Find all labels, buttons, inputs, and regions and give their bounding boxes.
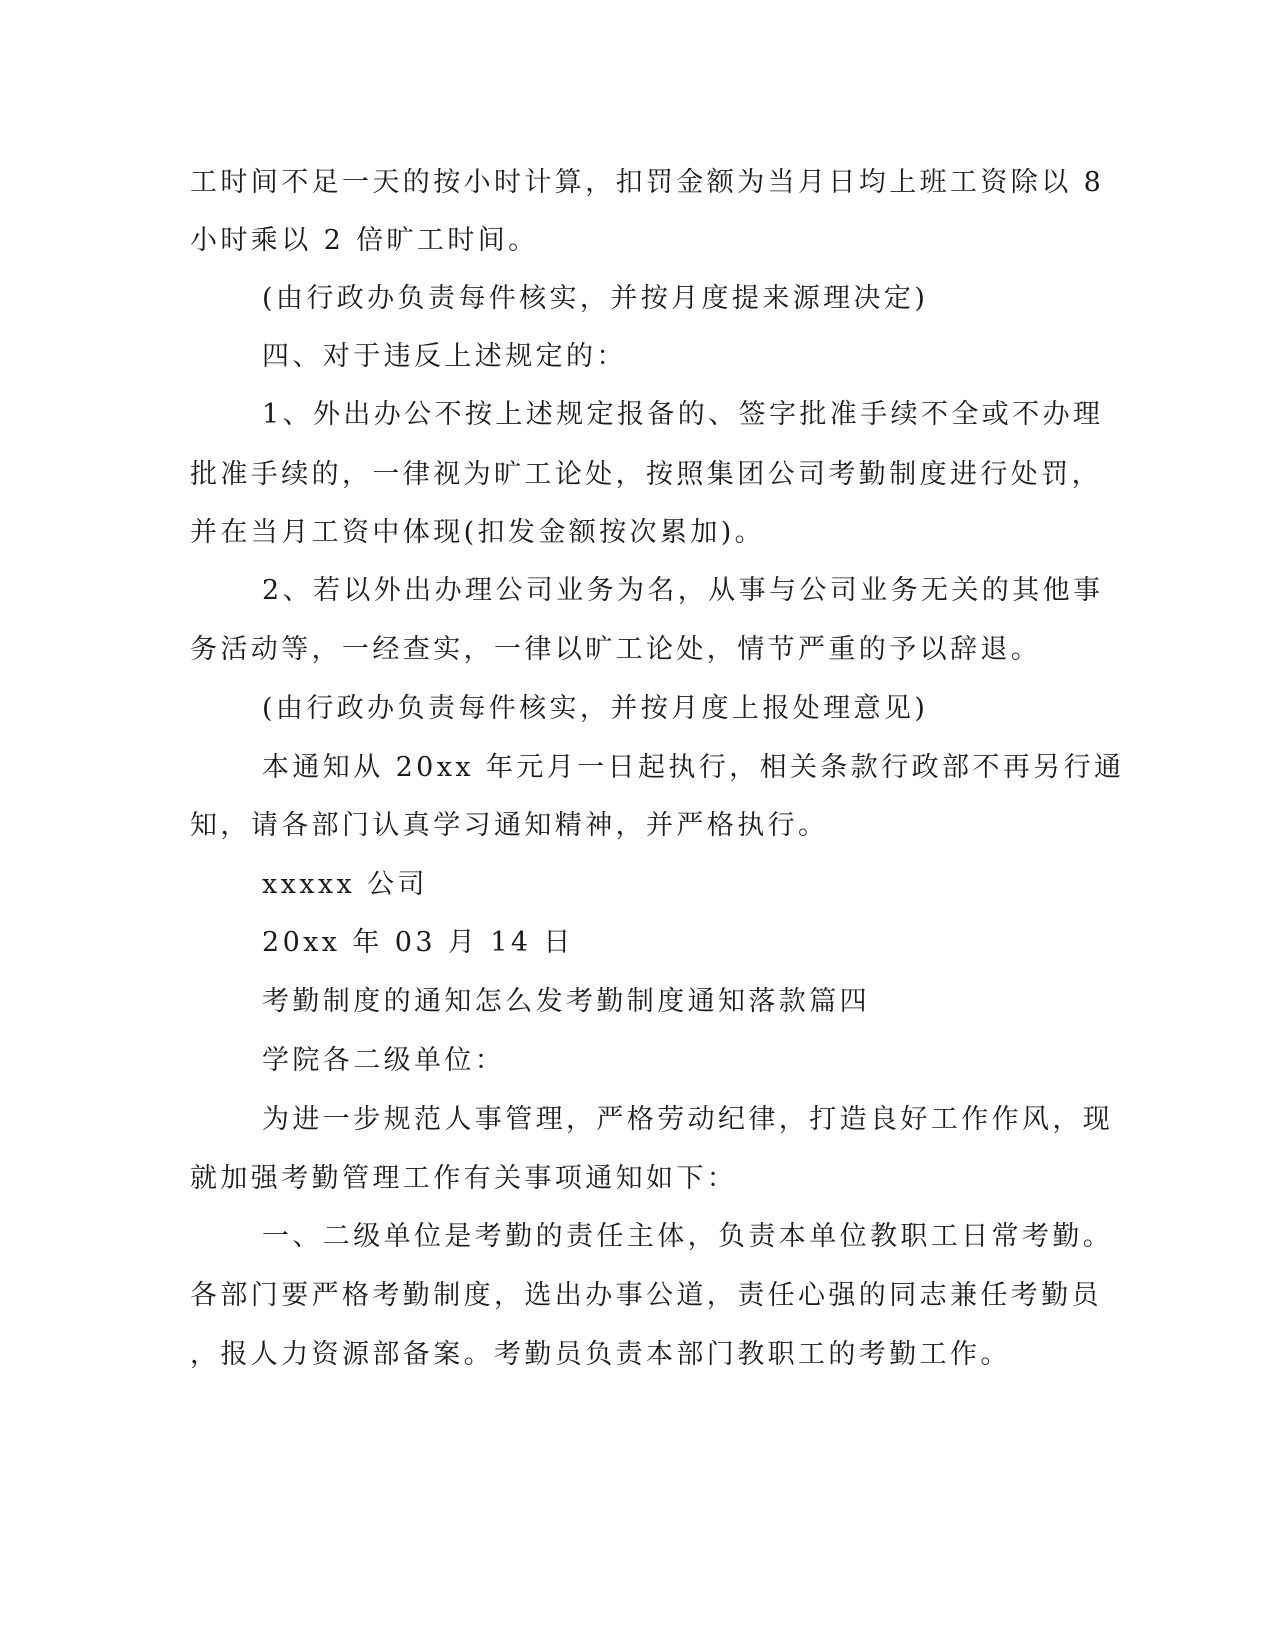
text-line-15: 考勤制度的通知怎么发考勤制度通知落款篇四 [262,986,870,1017]
text-line-2: 小时乘以 2 倍旷工时间。 [190,225,539,256]
text-line-11: 本通知从 20xx 年元月一日起执行，相关条款行政部不再另行通 [262,752,1125,783]
text-line-20: 各部门要严格考勤制度，选出办事公道，责任心强的同志兼任考勤员 [190,1280,1102,1311]
text-line-4: 四、对于违反上述规定的： [262,341,627,372]
text-line-21: ，报人力资源部备案。考勤员负责本部门教职工的考勤工作。 [190,1339,1011,1370]
text-line-19: 一、二级单位是考勤的责任主体，负责本单位教职工日常考勤。 [262,1221,1114,1252]
text-line-3: (由行政办负责每件核实，并按月度提来源理决定) [262,283,929,314]
text-line-14: 20xx 年 03 月 14 日 [262,927,574,958]
text-line-18: 就加强考勤管理工作有关事项通知如下： [190,1163,738,1194]
text-line-10: (由行政办负责每件核实，并按月度上报处理意见) [262,693,929,724]
text-line-8: 2、若以外出办理公司业务为名，从事与公司业务无关的其他事 [262,575,1104,606]
text-line-17: 为进一步规范人事管理，严格劳动纪律，打造良好工作作风，现 [262,1104,1114,1135]
text-line-6: 批准手续的，一律视为旷工论处，按照集团公司考勤制度进行处罚， [190,459,1102,490]
text-line-12: 知，请各部门认真学习通知精神，并严格执行。 [190,810,829,841]
text-line-9: 务活动等，一经查实，一律以旷工论处，情节严重的予以辞退。 [190,634,1042,665]
text-line-1: 工时间不足一天的按小时计算，扣罚金额为当月日均上班工资除以 8 [190,167,1105,198]
text-line-5: 1、外出办公不按上述规定报备的、签字批准手续不全或不办理 [262,399,1104,430]
text-line-16: 学院各二级单位： [262,1045,506,1076]
text-line-13: xxxxx 公司 [262,869,428,900]
text-line-7: 并在当月工资中体现(扣发金额按次累加)。 [190,517,766,548]
